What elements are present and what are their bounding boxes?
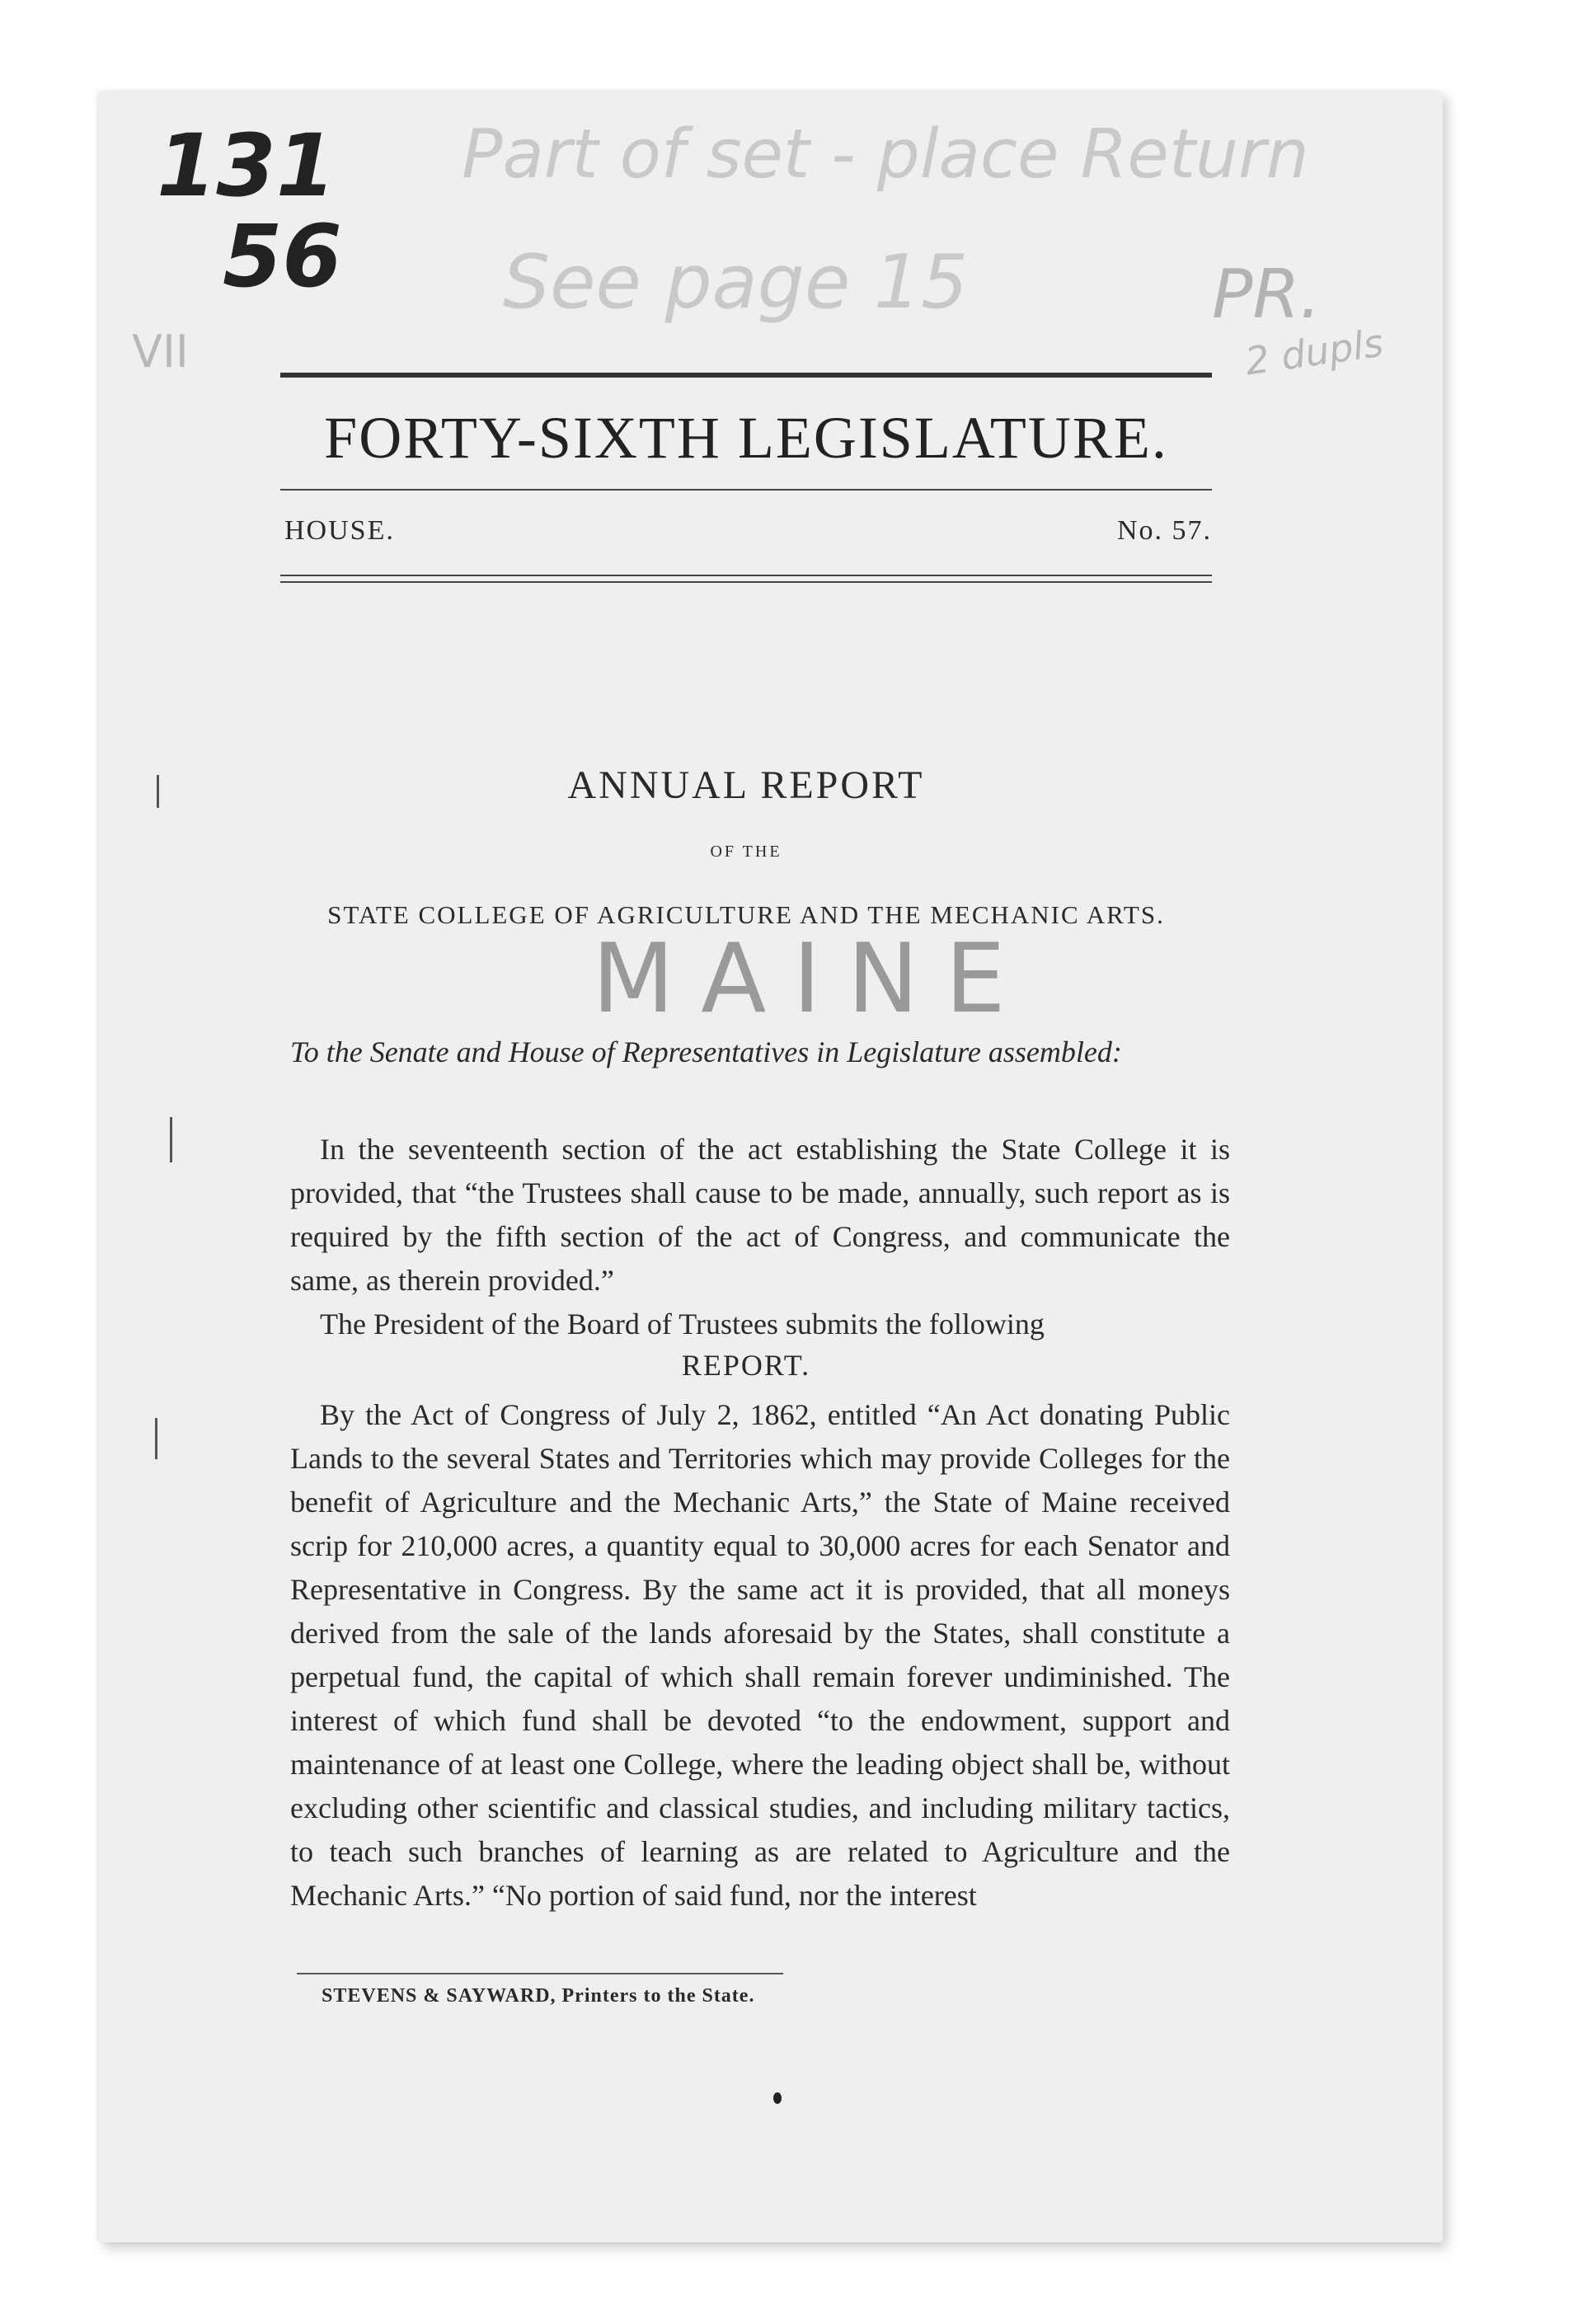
printer-imprint: STEVENS & SAYWARD, Printers to the State.: [322, 1985, 755, 2007]
handwritten-see-page-note: See page 15: [503, 239, 969, 326]
handwritten-pr-note: PR.: [1212, 256, 1322, 334]
header-double-rule-bottom: [280, 581, 1212, 583]
handwritten-roman-numeral: VII: [132, 326, 189, 378]
handwritten-catalog-number-1: 131: [157, 115, 336, 216]
handwritten-maine: MAINE: [592, 923, 1032, 1035]
salutation: To the Senate and House of Representatives in Legislature assembled:: [290, 1035, 1122, 1068]
paragraph-president-submits: The President of the Board of Trustees submits the following: [320, 1308, 1045, 1340]
header-double-rule-top: [280, 575, 1212, 576]
report-title: ANNUAL REPORT: [567, 763, 925, 807]
handwritten-duplicates-note: 2 dupls: [1242, 320, 1387, 384]
margin-mark: [157, 775, 159, 808]
report-heading: REPORT.: [681, 1349, 811, 1382]
paragraph-seventeenth-section: In the seventeenth section of the act establishing the State College it is provided, that “the Trustees shall cause to be made, annually, such report as is required by the fifth section of the act of Congress, and communicate the same, as therein provided.”: [290, 1133, 1230, 1297]
handwritten-top-note: Part of set - place Return: [462, 115, 1309, 194]
margin-mark: [170, 1117, 172, 1162]
report-subtitle-of-the: OF THE: [710, 843, 782, 861]
chamber-label: HOUSE.: [284, 515, 395, 546]
institution-name: STATE COLLEGE OF AGRICULTURE AND THE MECHANIC ARTS.: [327, 900, 1165, 929]
top-heavy-rule: [280, 373, 1212, 378]
paragraph-act-of-congress: By the Act of Congress of July 2, 1862, entitled “An Act donating Public Lands to the several States and Territories which may provide Colleges for the benefit of Agriculture and the Mechanic Arts,” the State of Maine received scrip for 210,000 acres, a quantity equal to 30,000 acres for each Senator and Representative in Congress. By the same act it is provided, that all moneys derived from the sale of the lands aforesaid by the States, shall constitute a perpetual fund, the capital of which shall remain forever undiminished. The interest of which fund shall be devoted “to the endowment, support and maintenance of at least one College, where the leading object shall be, without excluding other scientific and classical studies, and including military tactics, to teach such branches of learning as are related to Agriculture and the Mechanic Arts.” “No portion of said fund, nor the interest: [290, 1398, 1230, 1912]
margin-mark: [155, 1418, 157, 1459]
title-underline-rule: [280, 489, 1212, 491]
footer-rule: [297, 1973, 783, 1974]
document-number: No. 57.: [1116, 515, 1212, 546]
handwritten-catalog-number-2: 56: [223, 206, 342, 307]
legislature-title: FORTY-SIXTH LEGISLATURE.: [324, 405, 1168, 471]
page-dot-mark: [773, 2092, 782, 2104]
